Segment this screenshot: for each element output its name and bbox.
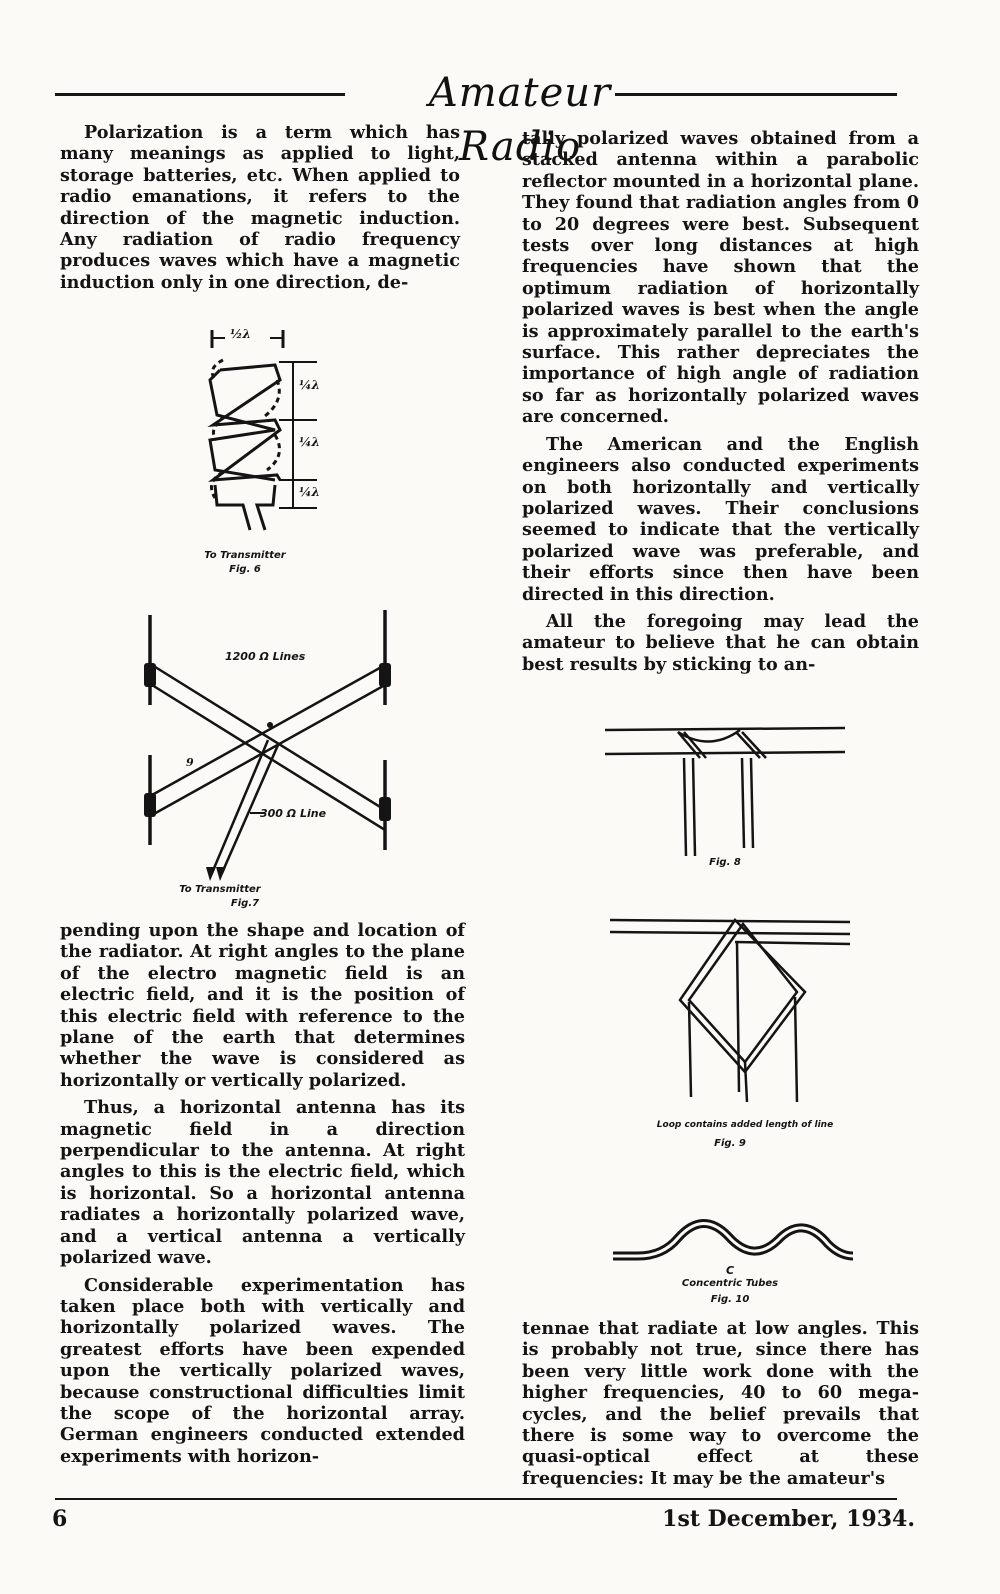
quarter-wave-label-1: ¼λ bbox=[299, 378, 320, 392]
fig7-feed-line-label: 300 Ω Line bbox=[260, 807, 327, 820]
footer-rule bbox=[55, 1498, 897, 1500]
fig10-label: Concentric Tubes bbox=[681, 1278, 779, 1289]
fig10-caption: Fig. 10 bbox=[710, 1294, 750, 1305]
paragraph: tally polarized waves obtained from a stacked antenna within a parabolic reflector mounted in a horizontal plane. They found that radiation angles from 0 to 20 degrees were best. Subsequent tests over long distances at high frequencies have shown that the optimum radiation of horizontally polarized waves is best when the angle is approximately parallel to the earth's surface. This rather depreciates the importance of high angle of radiation so far as horizontally polarized waves are concerned. bbox=[522, 128, 919, 428]
fig8-caption: Fig. 8 bbox=[709, 857, 741, 868]
quarter-wave-label-2: ¼λ bbox=[299, 435, 320, 449]
fig7-line-label: 1200 Ω Lines bbox=[225, 650, 306, 663]
figure-9 bbox=[605, 912, 855, 1112]
fig10-letter: C bbox=[725, 1264, 735, 1277]
paragraph: Polarization is a term which has many meanings as applied to light, storage batteries, etc. When applied to radio emanations, it refers to the direction of the magnetic induction. Any radiation of radio frequency produces waves which have a magnetic induction only in one direction, de- bbox=[60, 122, 460, 293]
paragraph: pending upon the shape and location of the radiator. At right angles to the plane of the electro magnetic field is an electric field, and it is the position of this electric field with reference to the plane of the earth that determines whether the wave is considered as horizontally or vertically polarized. bbox=[60, 920, 465, 1091]
paragraph: All the foregoing may lead the amateur to believe that he can obtain best results by sticking to an- bbox=[522, 610, 919, 675]
quarter-wave-label-3: ¼λ bbox=[299, 485, 320, 499]
fig9-label: Loop contains added length of line bbox=[656, 1120, 834, 1130]
paragraph: Considerable experimentation has taken place both with vertically and horizontally polarized waves. The greatest efforts have been expended upon the vertically polarized waves, because constructional difficulties limit the scope of the horizontal array. German engineers conducted extended experiments with horizon- bbox=[60, 1274, 465, 1467]
right-column-bottom bbox=[522, 1318, 919, 1495]
fig7-feed-label: To Transmitter bbox=[179, 884, 261, 895]
fig7-mark: 9 bbox=[186, 756, 194, 769]
figure-7 bbox=[130, 605, 420, 885]
figure-6 bbox=[195, 320, 335, 550]
paragraph: The American and the English engineers also conducted experiments on both horizontally and vertically polarized waves. Their conclusions seemed to indicate that the vertically polarized wave was preferable, and their efforts since then have been directed in this direction. bbox=[522, 433, 919, 605]
masthead-rule-right bbox=[615, 93, 897, 96]
paragraph: Thus, a horizontal antenna has its magnetic field in a direction perpendicular to the antenna. At right angles to this is the electric field, which is horizontal. So a horizontal antenna radiates a horizontally polarized wave, and a vertical antenna a vertically polarized wave. bbox=[60, 1097, 465, 1269]
figure-10 bbox=[608, 1208, 858, 1268]
left-column-top bbox=[60, 122, 460, 299]
masthead-rule-left bbox=[55, 93, 345, 96]
fig6-caption: Fig. 6 bbox=[229, 564, 261, 575]
paragraph: tennae that radiate at low angles. This is probably not true, since there has been very little work done with the higher frequencies, 40 to 60 mega-cycles, and the belief prevails that there is some way to overcome the quasi-optical effect at these frequencies: It may be the amateur's bbox=[522, 1318, 919, 1489]
fig6-feed-label: To Transmitter bbox=[204, 550, 286, 561]
masthead bbox=[55, 66, 897, 170]
fig9-caption: Fig. 9 bbox=[714, 1138, 746, 1149]
right-column-top bbox=[522, 128, 919, 681]
half-wave-label: ½λ bbox=[230, 327, 251, 341]
magazine-title: Amateur Radio bbox=[428, 70, 612, 170]
left-column-bottom bbox=[60, 920, 465, 1473]
fig7-caption: Fig.7 bbox=[230, 898, 260, 909]
issue-date: 1st December, 1934. bbox=[662, 1506, 915, 1532]
figure-8 bbox=[600, 718, 850, 858]
page-number: 6 bbox=[52, 1506, 68, 1532]
